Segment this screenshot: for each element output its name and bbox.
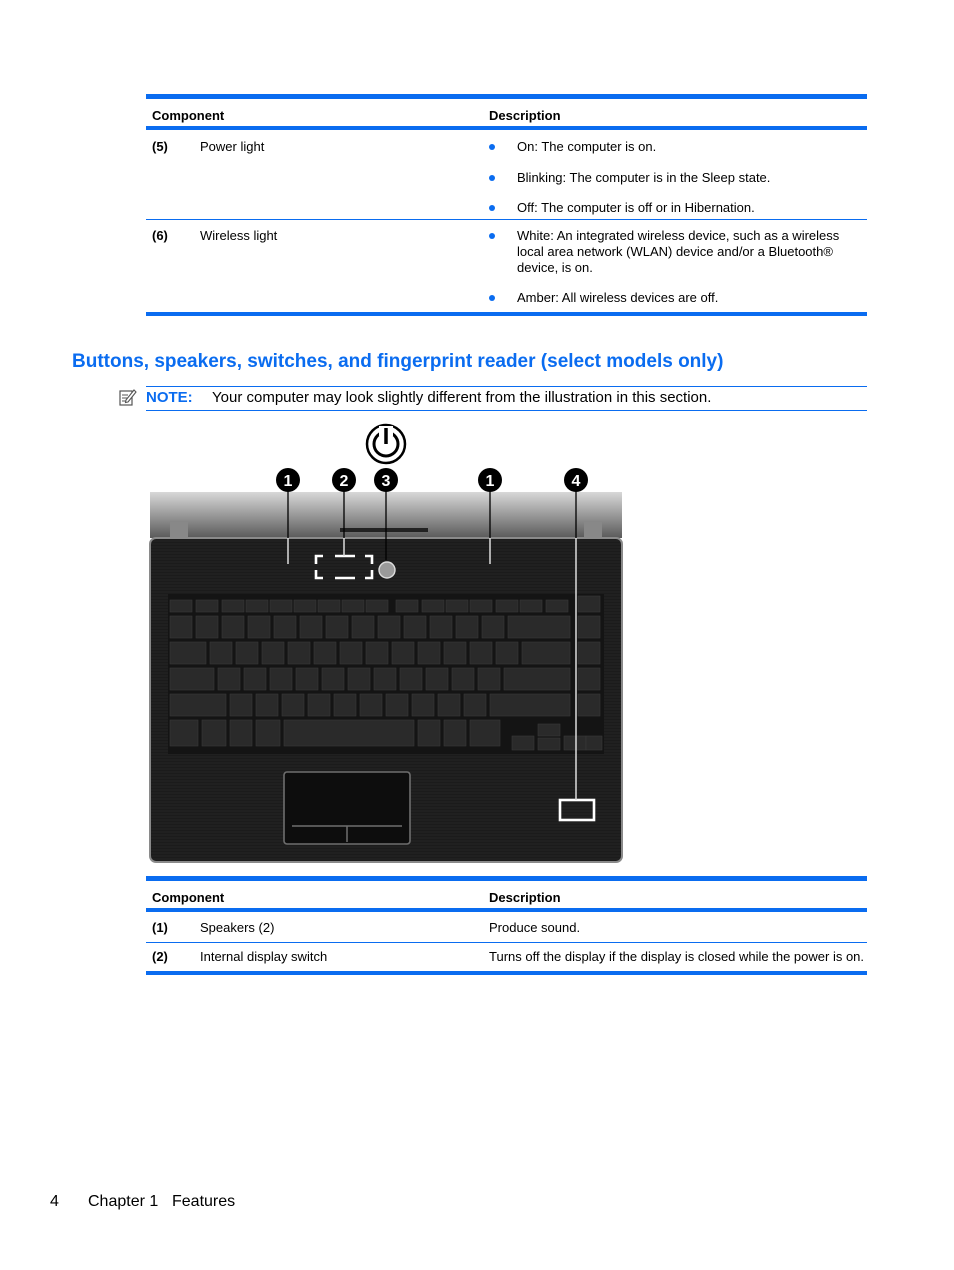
power-icon: [367, 425, 405, 463]
bullet-text: Amber: All wireless devices are off.: [517, 290, 719, 305]
svg-text:1: 1: [485, 473, 495, 490]
table-row: [146, 129, 867, 219]
table-header: [146, 881, 867, 908]
component-name: Wireless light: [200, 228, 278, 243]
note-label: NOTE:: [146, 389, 193, 406]
callout-1: [276, 468, 300, 492]
table-bottom-bar: [146, 312, 867, 316]
header-component: Component: [152, 890, 225, 905]
table-bottom-bar: [146, 971, 867, 975]
note-pencil-icon: [119, 388, 137, 406]
bullet-icon: [489, 175, 495, 181]
component-table-buttons: [146, 876, 867, 975]
bullet-icon: [489, 205, 495, 211]
component-number: (2): [152, 949, 168, 964]
component-description: Produce sound.: [489, 920, 581, 935]
component-number: (1): [152, 920, 168, 935]
component-number: (6): [152, 228, 168, 243]
bullet-icon: [489, 233, 495, 239]
svg-text:2: 2: [339, 473, 349, 490]
header-description: Description: [489, 890, 561, 905]
table-row: [146, 942, 867, 971]
footer-title: Features: [172, 1193, 236, 1210]
callout-2: [332, 468, 356, 492]
component-name: Internal display switch: [200, 949, 328, 964]
svg-text:1: 1: [283, 473, 293, 490]
section-title: Buttons, speakers, switches, and fingerprint reader (select models only): [72, 351, 724, 372]
header-description: Description: [489, 108, 561, 123]
header-component: Component: [152, 108, 225, 123]
component-description: Turns off the display if the display is closed while the power is on.: [489, 949, 865, 964]
note-text: Your computer may look slightly different from the illustration in this section.: [212, 389, 712, 406]
component-table-lights: [146, 94, 867, 316]
component-name: Speakers (2): [200, 920, 275, 935]
svg-text:4: 4: [571, 473, 581, 490]
bullet-icon: [489, 295, 495, 301]
power-button: [379, 562, 395, 578]
bullet-text: Blinking: The computer is in the Sleep state.: [517, 170, 771, 185]
bullet-icon: [489, 144, 495, 150]
bullet-text: On: The computer is on.: [517, 139, 657, 154]
page-number: 4: [50, 1193, 59, 1210]
table-row: [146, 219, 867, 312]
bullet-text: White: An integrated wireless device, such as a wireless local area network (WLAN) device and/or a Bluetooth® device, is on.: [517, 228, 840, 275]
callout-1-right: [478, 468, 502, 492]
note-box: [146, 386, 867, 411]
callout-3: [374, 468, 398, 492]
callout-4: [564, 468, 588, 492]
component-name: Power light: [200, 139, 265, 154]
table-header: [146, 99, 867, 126]
footer-chapter: Chapter 1: [88, 1193, 159, 1210]
laptop-top-illustration: [146, 420, 626, 868]
component-number: (5): [152, 139, 168, 154]
svg-text:3: 3: [381, 473, 391, 490]
table-row: [146, 911, 867, 942]
bullet-text: Off: The computer is off or in Hibernation.: [517, 200, 755, 215]
